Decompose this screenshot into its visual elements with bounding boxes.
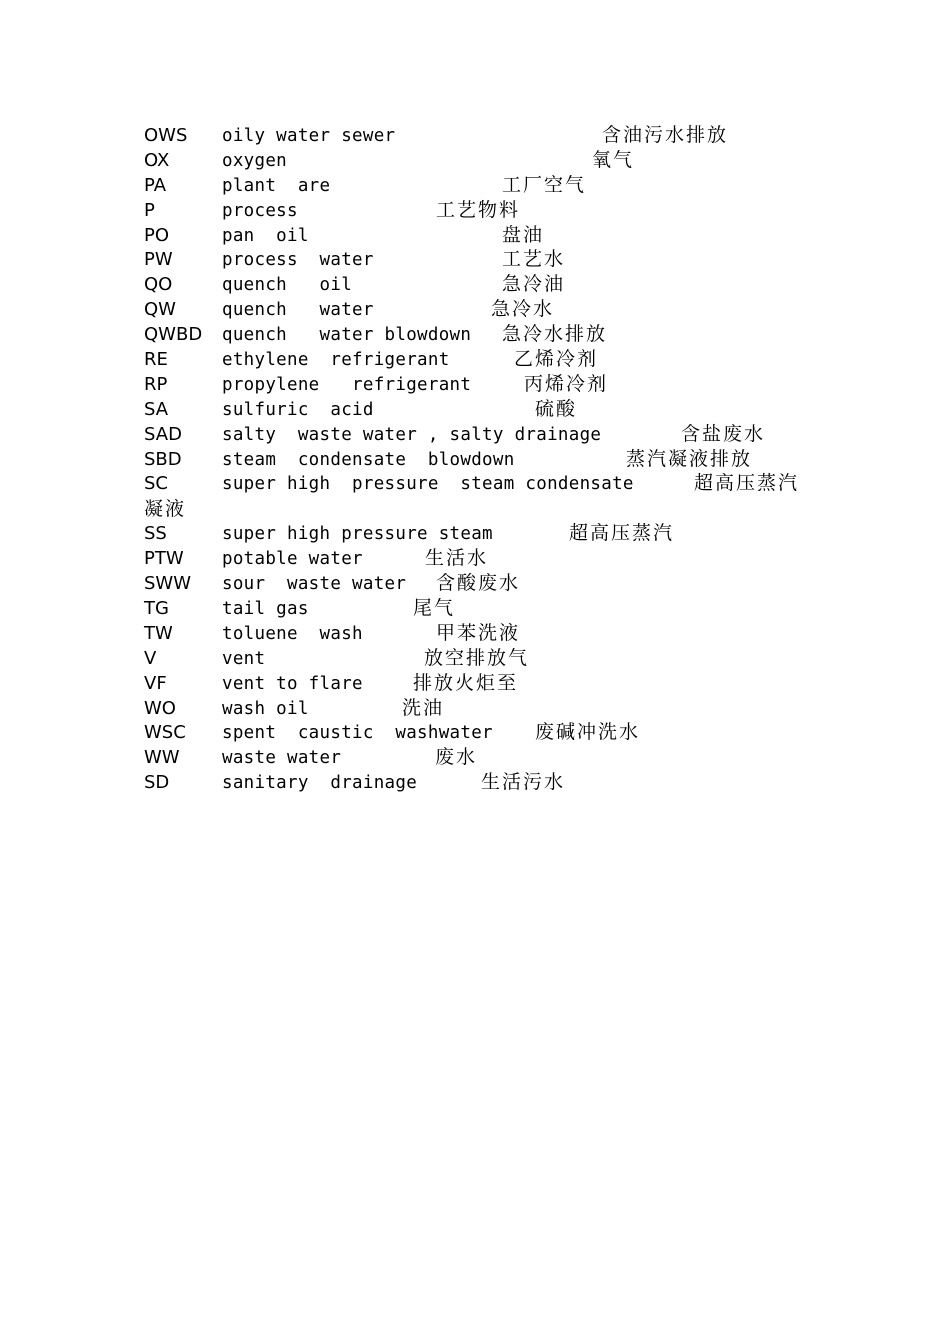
chinese-term: 丙烯冷剂: [524, 372, 609, 395]
glossary-row-qo: [144, 273, 824, 298]
abbreviation: PTW: [144, 548, 184, 570]
glossary-row-wsc: [144, 721, 824, 746]
english-term: spent caustic washwater: [222, 723, 493, 744]
english-term: toluene wash: [222, 623, 363, 644]
chinese-term: 工厂空气: [502, 173, 587, 196]
abbreviation: RE: [144, 349, 168, 371]
abbreviation: PW: [144, 249, 173, 271]
chinese-term: 废碱冲洗水: [535, 721, 641, 744]
chinese-term: 含盐废水: [681, 422, 766, 445]
abbreviation: SA: [144, 398, 169, 420]
abbreviation: TG: [144, 597, 169, 619]
abbreviation: V: [144, 647, 157, 669]
chinese-term: 尾气: [413, 596, 456, 619]
english-term: plant are: [222, 175, 331, 196]
abbreviation: SAD: [144, 423, 182, 445]
glossary-row-pw: [144, 248, 824, 273]
english-term: sulfuric acid: [222, 399, 374, 420]
english-term: quench water: [222, 300, 374, 321]
chinese-term: 洗油: [402, 696, 445, 719]
english-term: oily water sewer: [222, 126, 396, 146]
glossary-row-rp: [144, 373, 824, 398]
glossary-row-qwbd: [144, 323, 824, 348]
chinese-term: 放空排放气: [424, 646, 530, 669]
glossary-row-ww: [144, 746, 824, 771]
abbreviation: OWS: [144, 125, 188, 146]
abbreviation: SC: [144, 473, 168, 495]
english-term: wash oil: [222, 698, 309, 719]
chinese-term: 废水: [435, 746, 478, 769]
glossary-row-re: [144, 348, 824, 373]
chinese-term: 生活水: [425, 547, 489, 570]
abbreviation: VF: [144, 672, 167, 694]
abbreviation: QWBD: [144, 324, 203, 346]
english-term: process: [222, 200, 298, 221]
english-term: super high pressure steam condensate: [222, 474, 634, 495]
abbreviation: PA: [144, 174, 167, 196]
chinese-term: 甲苯洗液: [436, 621, 521, 644]
glossary-row-ss: [144, 522, 824, 547]
glossary-row-sww: [144, 572, 824, 597]
abbreviation: QW: [144, 299, 176, 321]
english-term: vent to flare: [222, 673, 363, 694]
chinese-term: 超高压蒸汽: [569, 522, 675, 545]
glossary-row-p: [144, 199, 824, 224]
abbreviation: TW: [144, 622, 173, 644]
glossary-row-v: [144, 647, 824, 672]
glossary-row-qw: [144, 298, 824, 323]
abbreviation: QO: [144, 274, 173, 296]
english-term: tail gas: [222, 598, 309, 619]
glossary-row-pa: [144, 174, 824, 199]
glossary-row-sad: [144, 423, 824, 448]
chinese-term: 排放火炬至: [413, 671, 519, 694]
abbreviation: PO: [144, 224, 170, 246]
english-term: steam condensate blowdown: [222, 449, 515, 470]
abbreviation: WO: [144, 697, 176, 719]
abbreviation: WW: [144, 747, 180, 769]
chinese-term: 氧气: [592, 148, 635, 171]
chinese-term: 盘油: [502, 223, 545, 246]
abbreviation: OX: [144, 149, 170, 171]
english-term: sanitary drainage: [222, 773, 418, 794]
glossary-row-sc: [144, 472, 824, 522]
english-term: process water: [222, 250, 374, 271]
glossary-row-ows: [144, 124, 824, 149]
abbreviation: P: [144, 199, 155, 221]
glossary-row-tg: [144, 597, 824, 622]
chinese-term: 乙烯冷剂: [514, 348, 599, 371]
chinese-term: 硫酸: [535, 397, 578, 420]
english-term: quench oil: [222, 275, 353, 296]
english-term: quench water blowdown: [222, 325, 472, 346]
english-term: propylene refrigerant: [222, 374, 472, 395]
english-term: pan oil: [222, 225, 309, 246]
glossary-row-sa: [144, 398, 824, 423]
glossary-row-vf: [144, 672, 824, 697]
abbreviation: SBD: [144, 448, 182, 470]
glossary-row-ox: [144, 149, 824, 174]
english-term: sour waste water: [222, 574, 407, 595]
chinese-term: 蒸汽凝液排放: [626, 447, 753, 470]
english-term: super high pressure steam: [222, 524, 493, 545]
english-term: salty waste water , salty drainage: [222, 424, 602, 445]
chinese-term: 生活污水: [481, 771, 566, 794]
chinese-term: 急冷水: [491, 298, 555, 321]
chinese-term: 含油污水排放: [602, 124, 729, 146]
chinese-term: 工艺物料: [436, 198, 521, 221]
glossary-row-wo: [144, 697, 824, 722]
english-term: ethylene refrigerant: [222, 350, 450, 371]
english-term: vent: [222, 648, 266, 669]
english-term: potable water: [222, 549, 363, 570]
glossary-row-sbd: [144, 448, 824, 473]
english-term: oxygen: [222, 150, 288, 171]
chinese-term-continuation: 凝液: [144, 498, 187, 521]
abbreviation: WSC: [144, 722, 186, 744]
chinese-term: 急冷水排放: [502, 323, 608, 346]
chinese-term: 超高压蒸汽: [694, 472, 800, 495]
glossary-row-tw: [144, 622, 824, 647]
abbreviation: SWW: [144, 573, 192, 595]
abbreviation: RP: [144, 373, 168, 395]
chinese-term: 急冷油: [502, 273, 566, 296]
chinese-term: 工艺水: [502, 248, 566, 271]
english-term: waste water: [222, 748, 342, 769]
abbreviation: SS: [144, 523, 167, 545]
abbreviation: SD: [144, 772, 170, 794]
glossary-row-ptw: [144, 547, 824, 572]
abbreviation-glossary: [144, 124, 824, 796]
glossary-row-sd: [144, 771, 824, 796]
glossary-row-po: [144, 224, 824, 249]
chinese-term: 含酸废水: [436, 572, 521, 595]
